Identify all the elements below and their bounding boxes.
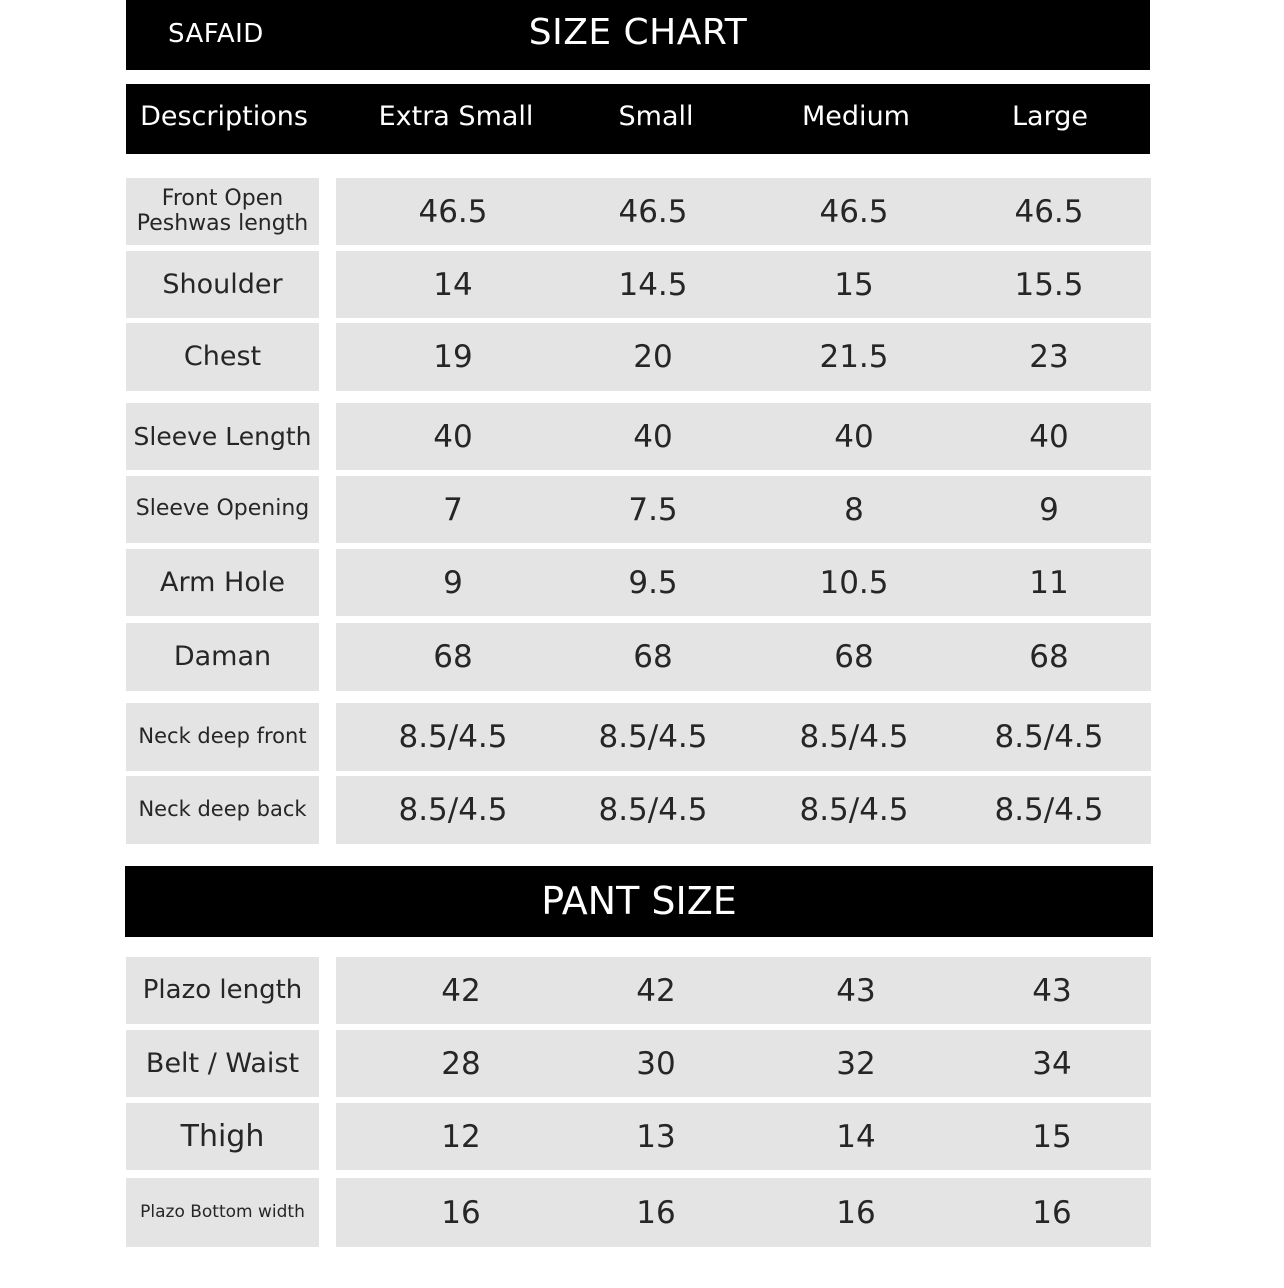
value-extra-small: 68 — [433, 639, 473, 675]
value-extra-small: 8.5/4.5 — [398, 719, 508, 755]
row-label: Front Open Peshwas length — [126, 178, 319, 245]
column-header-descriptions: Descriptions — [140, 101, 308, 132]
table-row — [126, 178, 1151, 245]
value-extra-small: 14 — [433, 266, 473, 303]
value-large: 68 — [1029, 639, 1069, 675]
value-large: 46.5 — [1014, 193, 1084, 230]
value-small: 16 — [636, 1194, 676, 1231]
table-row — [126, 957, 1151, 1024]
row-values — [336, 549, 1151, 616]
value-extra-small: 16 — [441, 1194, 481, 1231]
row-values — [336, 703, 1151, 771]
value-medium: 14 — [836, 1118, 876, 1155]
row-values — [336, 1103, 1151, 1170]
table-row — [126, 323, 1151, 391]
row-label: Daman — [126, 623, 319, 691]
value-large: 11 — [1029, 564, 1069, 601]
value-medium: 8.5/4.5 — [799, 792, 909, 828]
value-extra-small: 46.5 — [418, 193, 488, 230]
value-large: 8.5/4.5 — [994, 792, 1104, 828]
table-row — [126, 476, 1151, 543]
table-row — [126, 403, 1151, 470]
value-medium: 68 — [834, 639, 874, 675]
row-values — [336, 776, 1151, 844]
value-extra-small: 9 — [443, 564, 463, 601]
value-large: 43 — [1032, 972, 1072, 1009]
value-medium: 21.5 — [819, 339, 889, 375]
column-header-extra-small: Extra Small — [378, 101, 534, 132]
value-medium: 43 — [836, 972, 876, 1009]
value-large: 8.5/4.5 — [994, 719, 1104, 755]
value-medium: 8 — [844, 491, 864, 528]
pant-size-bar — [125, 866, 1153, 937]
column-header-large: Large — [1012, 101, 1088, 132]
value-medium: 32 — [836, 1045, 876, 1082]
value-small: 13 — [636, 1118, 676, 1155]
table-row — [126, 1030, 1151, 1097]
value-large: 15 — [1032, 1118, 1072, 1155]
value-small: 8.5/4.5 — [598, 719, 708, 755]
value-extra-small: 40 — [433, 418, 473, 455]
value-large: 23 — [1029, 339, 1069, 375]
value-medium: 8.5/4.5 — [799, 719, 909, 755]
value-extra-small: 8.5/4.5 — [398, 792, 508, 828]
value-small: 30 — [636, 1045, 676, 1082]
value-small: 7.5 — [628, 491, 678, 528]
row-values — [336, 957, 1151, 1024]
row-values — [336, 476, 1151, 543]
row-values — [336, 1030, 1151, 1097]
value-large: 40 — [1029, 418, 1069, 455]
value-medium: 10.5 — [819, 564, 889, 601]
value-extra-small: 42 — [441, 972, 481, 1009]
row-values — [336, 623, 1151, 691]
value-medium: 16 — [836, 1194, 876, 1231]
row-label: Neck deep back — [126, 776, 319, 844]
table-row — [126, 1178, 1151, 1247]
value-small: 42 — [636, 972, 676, 1009]
value-small: 8.5/4.5 — [598, 792, 708, 828]
table-row — [126, 776, 1151, 844]
value-extra-small: 28 — [441, 1045, 481, 1082]
chart-title: SIZE CHART — [528, 12, 748, 53]
value-small: 9.5 — [628, 564, 678, 601]
pant-size-title: PANT SIZE — [541, 879, 737, 923]
value-extra-small: 7 — [443, 491, 463, 528]
value-large: 16 — [1032, 1194, 1072, 1231]
column-header-medium: Medium — [802, 101, 910, 132]
title-bar — [126, 0, 1150, 70]
row-values — [336, 1178, 1151, 1247]
value-small: 46.5 — [618, 193, 688, 230]
table-row — [126, 549, 1151, 616]
value-small: 40 — [633, 418, 673, 455]
table-row — [126, 623, 1151, 691]
row-values — [336, 403, 1151, 470]
value-extra-small: 19 — [433, 339, 473, 375]
row-label: Neck deep front — [126, 703, 319, 771]
value-large: 9 — [1039, 491, 1059, 528]
brand-name: SAFAID — [168, 19, 264, 49]
value-small: 20 — [633, 339, 673, 375]
value-medium: 40 — [834, 418, 874, 455]
row-label: Arm Hole — [126, 549, 319, 616]
column-header-small: Small — [618, 101, 694, 132]
table-row — [126, 1103, 1151, 1170]
row-label: Chest — [126, 323, 319, 391]
value-medium: 46.5 — [819, 193, 889, 230]
value-small: 68 — [633, 639, 673, 675]
row-label: Sleeve Length — [126, 403, 319, 470]
row-values — [336, 251, 1151, 318]
row-label: Plazo length — [126, 957, 319, 1024]
table-row — [126, 703, 1151, 771]
value-large: 15.5 — [1014, 266, 1084, 303]
value-small: 14.5 — [618, 266, 688, 303]
row-label: Shoulder — [126, 251, 319, 318]
row-values — [336, 178, 1151, 245]
row-label: Plazo Bottom width — [126, 1178, 319, 1247]
row-label: Thigh — [126, 1103, 319, 1170]
value-extra-small: 12 — [441, 1118, 481, 1155]
value-medium: 15 — [834, 266, 874, 303]
value-large: 34 — [1032, 1045, 1072, 1082]
table-row — [126, 251, 1151, 318]
row-label: Belt / Waist — [126, 1030, 319, 1097]
row-values — [336, 323, 1151, 391]
column-header-bar — [126, 84, 1150, 154]
row-label: Sleeve Opening — [126, 476, 319, 543]
